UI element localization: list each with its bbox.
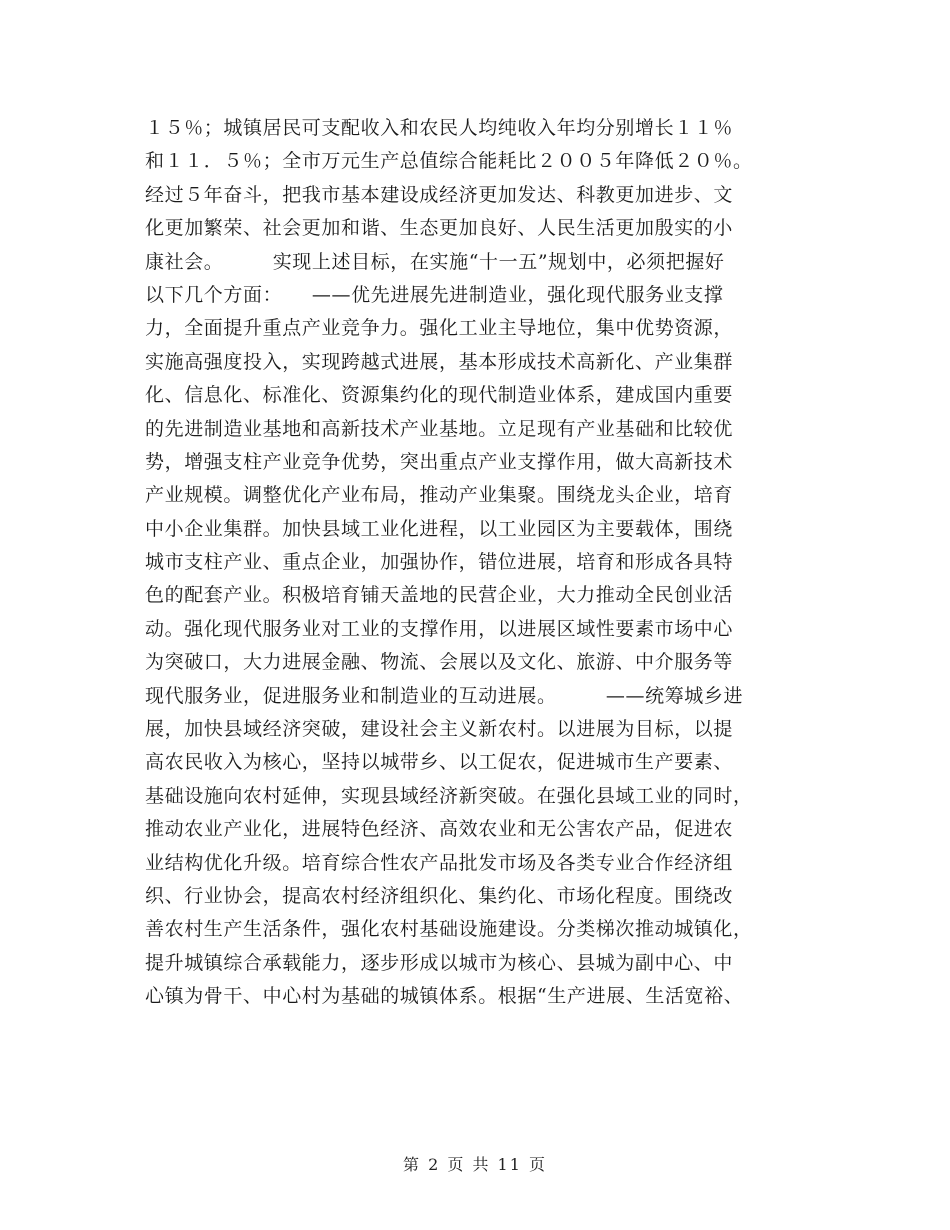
text-line: 心镇为骨干、中心村为基础的城镇体系。根据“生产进展、生活宽裕、	[145, 985, 744, 1008]
text-line: 力，全面提升重点产业竞争力。强化工业主导地位，集中优势资源，	[145, 317, 734, 340]
text-line: 以下几个方面： ——优先进展先进制造业，强化现代服务业支撑	[145, 283, 724, 306]
text-line: 提升城镇综合承载能力，逐步形成以城市为核心、县城为副中心、中	[145, 951, 734, 974]
text-line: 康社会。 实现上述目标，在实施“十一五”规划中，必须把握好	[145, 250, 725, 273]
text-line: 色的配套产业。积极培育铺天盖地的民营企业，大力推动全民创业活	[145, 584, 734, 607]
body-text	[145, 112, 805, 1014]
text-line: 势，增强支柱产业竞争优势，突出重点产业支撑作用，做大高新技术	[145, 450, 734, 473]
text-line: 善农村生产生活条件，强化农村基础设施建设。分类梯次推动城镇化，	[145, 918, 753, 941]
text-line: 化、信息化、标准化、资源集约化的现代制造业体系，建成国内重要	[145, 384, 734, 407]
text-line: 实施高强度投入，实现跨越式进展，基本形成技术高新化、产业集群	[145, 350, 734, 373]
text-line: 经过５年奋斗，把我市基本建设成经济更加发达、科教更加进步、文	[145, 183, 734, 206]
text-line: 展，加快县域经济突破，建设社会主义新农村。以进展为目标，以提	[145, 718, 734, 741]
text-line: 中小企业集群。加快县域工业化进程，以工业园区为主要载体，围绕	[145, 517, 734, 540]
text-line: 产业规模。调整优化产业布局，推动产业集聚。围绕龙头企业，培育	[145, 484, 734, 507]
text-line: 城市支柱产业、重点企业，加强协作，错位进展，培育和形成各具特	[145, 551, 734, 574]
text-line: 高农民收入为核心，坚持以城带乡、以工促农，促进城市生产要素、	[145, 751, 734, 774]
text-line: 的先进制造业基地和高新技术产业基地。立足现有产业基础和比较优	[145, 417, 734, 440]
text-line: 推动农业产业化，进展特色经济、高效农业和无公害农产品，促进农	[145, 818, 734, 841]
text-line: 业结构优化升级。培育综合性农产品批发市场及各类专业合作经济组	[145, 851, 734, 874]
text-line: 现代服务业，促进服务业和制造业的互动进展。 ——统筹城乡进	[145, 684, 744, 707]
text-line: 基础设施向农村延伸，实现县域经济新突破。在强化县域工业的同时，	[145, 784, 753, 807]
text-line: 织、行业协会，提高农村经济组织化、集约化、市场化程度。围绕改	[145, 884, 734, 907]
text-line: １５％；城镇居民可支配收入和农民人均纯收入年均分别增长１１％	[145, 117, 734, 139]
text-line: 和１１．５％；全市万元生产总值综合能耗比２００５年降低２０％。	[145, 150, 753, 173]
text-line: 化更加繁荣、社会更加和谐、生态更加良好、人民生活更加殷实的小	[145, 217, 734, 240]
text-line: 为突破口，大力进展金融、物流、会展以及文化、旅游、中介服务等	[145, 651, 734, 674]
page-number-footer: 第 2 页 共 11 页	[403, 1155, 547, 1174]
text-line: 动。强化现代服务业对工业的支撑作用，以进展区域性要素市场中心	[145, 617, 734, 640]
